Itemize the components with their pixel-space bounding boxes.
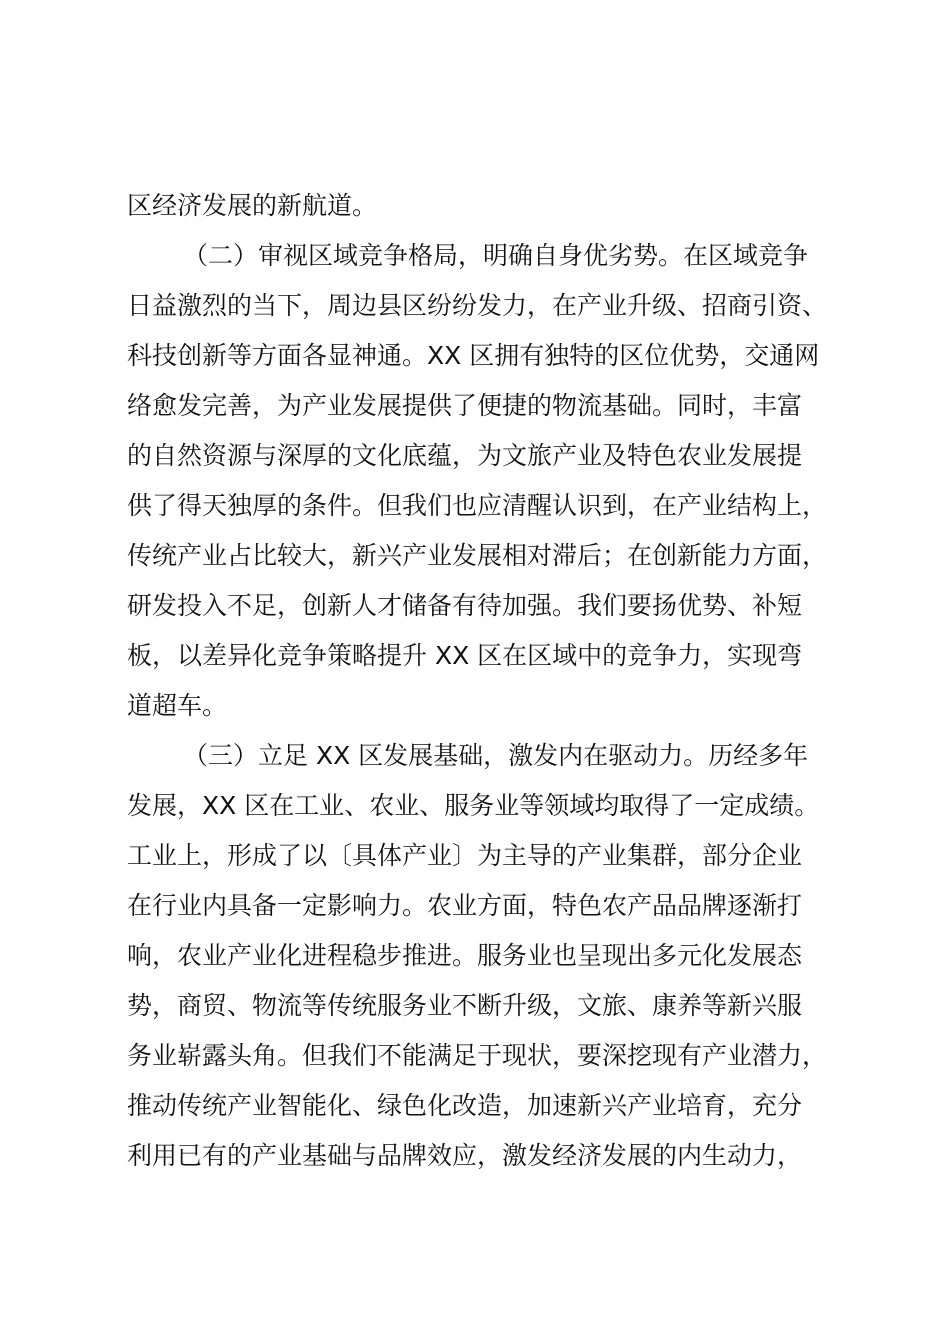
text-line: 板，以差异化竞争策略提升 XX 区在区域中的竞争力，实现弯 bbox=[127, 641, 803, 670]
text-line: 利用已有的产业基础与品牌效应，激发经济发展的内生动力， bbox=[127, 1141, 803, 1170]
text-line: 科技创新等方面各显神通。XX 区拥有独特的区位优势，交通网 bbox=[127, 341, 820, 370]
text-line: 推动传统产业智能化、绿色化改造，加速新兴产业培育，充分 bbox=[127, 1091, 803, 1120]
section-heading-2-line: （二）审视区域竞争格局，明确自身优劣势。在区域竞争 bbox=[183, 241, 809, 270]
text-line: 研发投入不足，创新人才储备有待加强。我们要扬优势、补短 bbox=[127, 591, 803, 620]
text-line: 道超车。 bbox=[127, 691, 228, 720]
text-line: 日益激烈的当下，周边县区纷纷发力，在产业升级、招商引资、 bbox=[127, 291, 828, 320]
text-line: 络愈发完善，为产业发展提供了便捷的物流基础。同时，丰富 bbox=[127, 391, 803, 420]
text-line: 的自然资源与深厚的文化底蕴，为文旅产业及特色农业发展提 bbox=[127, 441, 803, 470]
text-line: 发展，XX 区在工业、农业、服务业等领域均取得了一定成绩。 bbox=[127, 791, 820, 820]
text-line: 供了得天独厚的条件。但我们也应清醒认识到，在产业结构上， bbox=[127, 491, 828, 520]
text-line: 区经济发展的新航道。 bbox=[127, 191, 378, 220]
text-line: 务业崭露头角。但我们不能满足于现状，要深挖现有产业潜力， bbox=[127, 1041, 828, 1070]
text-line: 响，农业产业化进程稳步推进。服务业也呈现出多元化发展态 bbox=[127, 941, 803, 970]
text-line: 在行业内具备一定影响力。农业方面，特色农产品品牌逐渐打 bbox=[127, 891, 803, 920]
text-line: 势，商贸、物流等传统服务业不断升级，文旅、康养等新兴服 bbox=[127, 991, 803, 1020]
text-line: 工业上，形成了以〔具体产业〕为主导的产业集群，部分企业 bbox=[127, 841, 803, 870]
text-line: 传统产业占比较大，新兴产业发展相对滞后；在创新能力方面， bbox=[127, 541, 828, 570]
section-heading-3-line: （三）立足 XX 区发展基础，激发内在驱动力。历经多年 bbox=[183, 741, 809, 770]
